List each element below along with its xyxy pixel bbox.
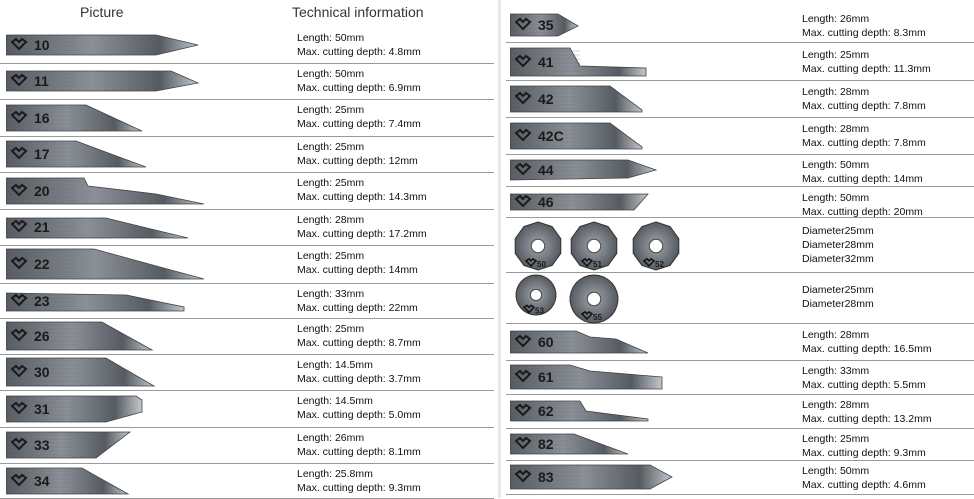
length-text: Length: 14.5mm	[297, 395, 373, 407]
max-cutting-depth-text: Max. cutting depth: 7.8mm	[802, 100, 926, 112]
technical-info	[802, 85, 926, 113]
blade-35-image	[510, 12, 580, 38]
disc-55-image	[568, 273, 620, 325]
blade-row	[0, 427, 494, 464]
blade-42-image	[510, 84, 645, 114]
technical-info	[802, 158, 923, 186]
disc-hole	[587, 292, 600, 305]
blade-row	[0, 354, 494, 391]
blade-26-image	[6, 320, 156, 352]
blade-row	[0, 209, 494, 246]
blade-code-label: 26	[34, 328, 50, 344]
diameter-text: Diameter28mm	[802, 239, 874, 251]
blade-60-image	[510, 329, 650, 355]
technical-info	[802, 432, 926, 460]
length-text: Length: 25.8mm	[297, 468, 373, 480]
blade-62-image	[510, 399, 650, 423]
blade-23-image	[6, 289, 186, 313]
max-cutting-depth-text: Max. cutting depth: 22mm	[297, 302, 418, 314]
technical-info	[297, 249, 418, 277]
blade-code-label: 21	[34, 219, 50, 235]
max-cutting-depth-text: Max. cutting depth: 14mm	[297, 264, 418, 276]
blade-body	[510, 365, 662, 389]
blade-code-label: 60	[538, 334, 554, 350]
blade-code-label: 20	[34, 182, 50, 199]
technical-info	[297, 176, 427, 204]
max-cutting-depth-text: Max. cutting depth: 9.3mm	[297, 482, 421, 494]
disc-53-image	[514, 273, 558, 317]
blade-row	[0, 283, 494, 319]
max-cutting-depth-text: Max. cutting depth: 6.9mm	[297, 82, 421, 94]
blade-row	[0, 99, 494, 137]
technical-info	[297, 394, 421, 422]
blade-body	[510, 86, 642, 112]
length-text: Length: 50mm	[802, 465, 870, 477]
technical-info	[802, 283, 874, 311]
length-text: Length: 28mm	[297, 214, 365, 226]
disc-code-label: 52	[655, 259, 664, 269]
technical-info	[802, 224, 874, 266]
blade-46-image	[510, 192, 650, 212]
blade-82-image	[510, 432, 630, 456]
diameter-text: Diameter25mm	[802, 284, 874, 296]
max-cutting-depth-text: Max. cutting depth: 11.3mm	[802, 63, 931, 75]
disc-51-image	[568, 220, 620, 272]
blade-21-image	[6, 214, 191, 240]
blade-code-label: 16	[34, 109, 50, 126]
max-cutting-depth-text: Max. cutting depth: 16.5mm	[802, 343, 932, 355]
length-text: Length: 26mm	[802, 13, 870, 25]
header-technical-information: Technical information	[292, 4, 424, 20]
max-cutting-depth-text: Max. cutting depth: 9.3mm	[802, 447, 926, 459]
blade-code-label: 82	[538, 436, 554, 452]
blade-row	[0, 27, 494, 64]
length-text: Length: 33mm	[297, 288, 365, 300]
blade-row	[0, 63, 494, 100]
blade-row	[0, 245, 494, 284]
length-text: Length: 25mm	[297, 177, 365, 189]
blade-16-image	[6, 103, 146, 133]
blade-body	[6, 322, 152, 350]
technical-info	[297, 140, 418, 168]
max-cutting-depth-text: Max. cutting depth: 8.3mm	[802, 27, 926, 39]
max-cutting-depth-text: Max. cutting depth: 13.2mm	[802, 413, 932, 425]
disc-code-label: 53	[535, 306, 544, 316]
blade-code-label: 44	[538, 162, 554, 178]
blade-code-label: 10	[34, 37, 50, 53]
max-cutting-depth-text: Max. cutting depth: 7.8mm	[802, 137, 926, 149]
blade-body	[6, 141, 146, 167]
blade-10-image	[6, 33, 201, 57]
technical-info	[802, 464, 926, 492]
blade-row	[506, 154, 974, 187]
blade-body	[6, 358, 154, 386]
blade-row	[506, 394, 974, 429]
blade-body	[510, 48, 646, 76]
max-cutting-depth-text: Max. cutting depth: 3.7mm	[297, 373, 421, 385]
blade-row	[506, 360, 974, 395]
blade-83-image	[510, 463, 675, 491]
max-cutting-depth-text: Max. cutting depth: 5.0mm	[297, 409, 421, 421]
technical-info	[297, 322, 421, 350]
technical-info	[802, 122, 926, 150]
blade-row	[506, 428, 974, 461]
length-text: Length: 50mm	[297, 32, 365, 44]
blade-31-image	[6, 394, 146, 424]
blade-11-image	[6, 69, 201, 93]
blade-code-label: 11	[34, 73, 49, 89]
length-text: Length: 25mm	[802, 49, 870, 61]
disc-code-label: 55	[593, 312, 602, 322]
blade-body	[510, 123, 642, 149]
max-cutting-depth-text: Max. cutting depth: 12mm	[297, 155, 418, 167]
disc-50-image	[512, 220, 564, 272]
blade-row	[506, 81, 974, 118]
blade-17-image	[6, 139, 146, 169]
header-picture: Picture	[80, 4, 124, 20]
length-text: Length: 28mm	[802, 86, 870, 98]
blade-code-label: 33	[34, 437, 50, 453]
blade-code-label: 61	[538, 369, 554, 385]
length-text: Length: 50mm	[802, 192, 870, 204]
blade-code-label: 42C	[538, 128, 564, 144]
blade-code-label: 30	[34, 364, 50, 380]
blade-20-image	[6, 176, 206, 206]
technical-info	[802, 364, 926, 392]
length-text: Length: 14.5mm	[297, 359, 373, 371]
blade-code-label: 31	[34, 400, 50, 417]
blade-body	[510, 465, 672, 489]
length-text: Length: 28mm	[802, 399, 870, 411]
technical-info	[297, 31, 421, 59]
blade-row	[0, 136, 494, 173]
max-cutting-depth-text: Max. cutting depth: 8.1mm	[297, 446, 421, 458]
blade-body	[6, 105, 142, 131]
blade-code-label: 41	[538, 54, 554, 70]
length-text: Length: 25mm	[297, 141, 365, 153]
right-column	[506, 0, 974, 498]
length-text: Length: 50mm	[802, 159, 870, 171]
blade-41-image	[510, 46, 650, 78]
technical-info	[297, 103, 421, 131]
blade-code-label: 42	[538, 91, 554, 107]
max-cutting-depth-text: Max. cutting depth: 4.8mm	[297, 46, 421, 58]
blade-33-image	[6, 430, 141, 460]
blade-row	[506, 187, 974, 218]
blade-30-image	[6, 356, 156, 388]
max-cutting-depth-text: Max. cutting depth: 7.4mm	[297, 118, 421, 130]
technical-info	[802, 48, 931, 76]
blade-code-label: 22	[34, 256, 50, 272]
blade-row	[0, 463, 494, 499]
length-text: Length: 50mm	[297, 68, 365, 80]
technical-info	[297, 213, 427, 241]
disc-code-label: 51	[593, 259, 602, 269]
blade-body	[510, 194, 648, 210]
blade-row	[0, 318, 494, 355]
max-cutting-depth-text: Max. cutting depth: 17.2mm	[297, 228, 427, 240]
column-divider	[498, 0, 501, 498]
disc-52-image	[630, 220, 682, 272]
blade-22-image	[6, 247, 206, 281]
blade-42C-image	[510, 121, 645, 151]
blade-code-label: 23	[34, 292, 50, 309]
diameter-text: Diameter25mm	[802, 225, 874, 237]
blade-code-label: 17	[34, 146, 50, 162]
length-text: Length: 33mm	[802, 365, 870, 377]
blade-code-label: 62	[538, 403, 554, 419]
disc-hole	[587, 239, 600, 252]
diameter-text: Diameter32mm	[802, 253, 874, 265]
blade-row	[0, 172, 494, 210]
blade-body	[6, 432, 130, 458]
blade-row	[506, 44, 974, 81]
max-cutting-depth-text: Max. cutting depth: 14mm	[802, 173, 923, 185]
max-cutting-depth-text: Max. cutting depth: 8.7mm	[297, 337, 421, 349]
blade-code-label: 35	[538, 17, 554, 33]
max-cutting-depth-text: Max. cutting depth: 5.5mm	[802, 379, 926, 391]
blade-row	[506, 118, 974, 155]
blade-row	[506, 324, 974, 361]
blade-row	[0, 390, 494, 428]
disc-row	[506, 273, 974, 324]
length-text: Length: 25mm	[802, 433, 870, 445]
technical-info	[297, 467, 421, 495]
disc-hole	[649, 239, 662, 252]
technical-info	[802, 328, 932, 356]
max-cutting-depth-text: Max. cutting depth: 20mm	[802, 206, 923, 218]
blade-34-image	[6, 466, 131, 496]
blade-body	[6, 396, 142, 422]
max-cutting-depth-text: Max. cutting depth: 4.6mm	[802, 479, 926, 491]
diameter-text: Diameter28mm	[802, 298, 874, 310]
blade-row	[506, 460, 974, 495]
technical-info	[802, 191, 923, 219]
max-cutting-depth-text: Max. cutting depth: 14.3mm	[297, 191, 427, 203]
length-text: Length: 25mm	[297, 323, 365, 335]
blade-code-label: 34	[34, 472, 50, 489]
disc-hole	[531, 239, 544, 252]
technical-info	[297, 67, 421, 95]
blade-code-label: 46	[538, 194, 554, 210]
length-text: Length: 25mm	[297, 104, 365, 116]
length-text: Length: 28mm	[802, 329, 870, 341]
length-text: Length: 28mm	[802, 123, 870, 135]
blade-44-image	[510, 158, 658, 182]
blade-code-label: 83	[538, 469, 554, 485]
technical-info	[802, 12, 926, 40]
disc-code-label: 50	[537, 259, 546, 269]
blade-61-image	[510, 363, 665, 391]
technical-info	[297, 431, 421, 459]
length-text: Length: 26mm	[297, 432, 365, 444]
technical-info	[297, 358, 421, 386]
technical-info	[297, 287, 418, 315]
technical-info	[802, 398, 932, 426]
disc-row	[506, 218, 974, 273]
disc-hole	[530, 289, 541, 300]
length-text: Length: 25mm	[297, 250, 365, 262]
blade-row	[506, 8, 974, 43]
